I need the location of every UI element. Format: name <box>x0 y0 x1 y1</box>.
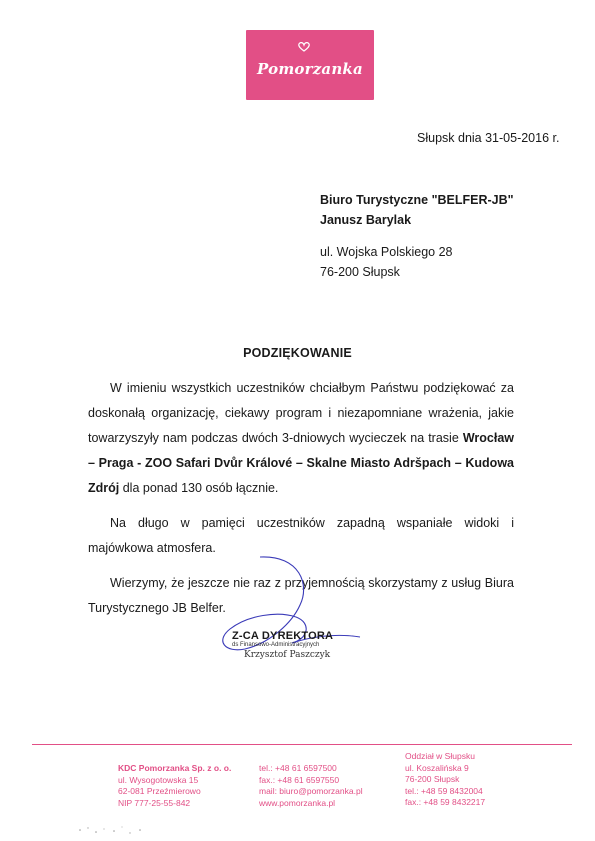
footer-email: mail: biuro@pomorzanka.pl <box>259 786 363 796</box>
paragraph-3: Wierzymy, że jeszcze nie raz z przyjemnością skorzystamy z usług Biura Turystycznego JB Belfer. <box>88 576 514 615</box>
paragraph-2: Na długo w pamięci uczestników zapadną wspaniałe widoki i majówkowa atmosfera. <box>88 516 514 555</box>
heart-icon <box>298 42 310 52</box>
signature-block <box>232 630 333 660</box>
letter-heading: PODZIĘKOWANIE <box>243 346 352 360</box>
footer-company: KDC Pomorzanka Sp. z o. o. ul. Wysogotowska 15 62-081 Przeźmierowo NIP 777-25-55-842 <box>118 763 232 808</box>
footer-contact: tel.: +48 61 6597500 fax.: +48 61 6597550 mail: biuro@pomorzanka.pl www.pomorzanka.pl <box>259 763 363 808</box>
signatory-department: ds Finansowo-Administracyjnych <box>232 642 320 648</box>
recipient-company: Biuro Turystyczne "BELFER-JB" <box>320 193 514 207</box>
footer-company-name: KDC Pomorzanka Sp. z o. o. <box>118 763 232 773</box>
recipient-person: Janusz Barylak <box>320 213 412 227</box>
route-text: Wrocław – Praga - ZOO Safari Dvůr Králové – Skalne Miasto Adršpach – Kudowa Zdrój <box>88 431 514 495</box>
letter-date: Słupsk dnia 31-05-2016 r. <box>417 131 560 145</box>
recipient-city: 76-200 Słupsk <box>320 265 400 279</box>
scan-noise <box>70 822 190 838</box>
logo-text: Pomorzanka <box>257 60 363 78</box>
recipient-address <box>320 190 514 282</box>
paragraph-1: W imieniu wszystkich uczestników chciałbym Państwu podziękować za doskonałą organizację, ciekawy program i niezapomniane wrażenia, jakie towarzyszyły nam podczas dwóch 3-dniowych wycieczek na trasie Wrocław – Praga - ZOO Safari Dvůr Králové – Skalne Miasto Adršpach – Kudowa Zdrój dla ponad 130 osób łącznie. <box>88 381 514 495</box>
footer-branch: Oddział w Słupsku ul. Koszalińska 9 76-200 Słupsk tel.: +48 59 8432004 fax.: +48 59 8432217 <box>405 751 486 807</box>
signatory-title: Z-CA DYREKTORA <box>232 630 334 642</box>
footer-divider <box>32 744 572 745</box>
signatory-name: Krzysztof Paszczyk <box>244 650 331 660</box>
footer-website: www.pomorzanka.pl <box>259 797 336 808</box>
recipient-street: ul. Wojska Polskiego 28 <box>320 245 453 259</box>
company-logo <box>246 30 374 100</box>
